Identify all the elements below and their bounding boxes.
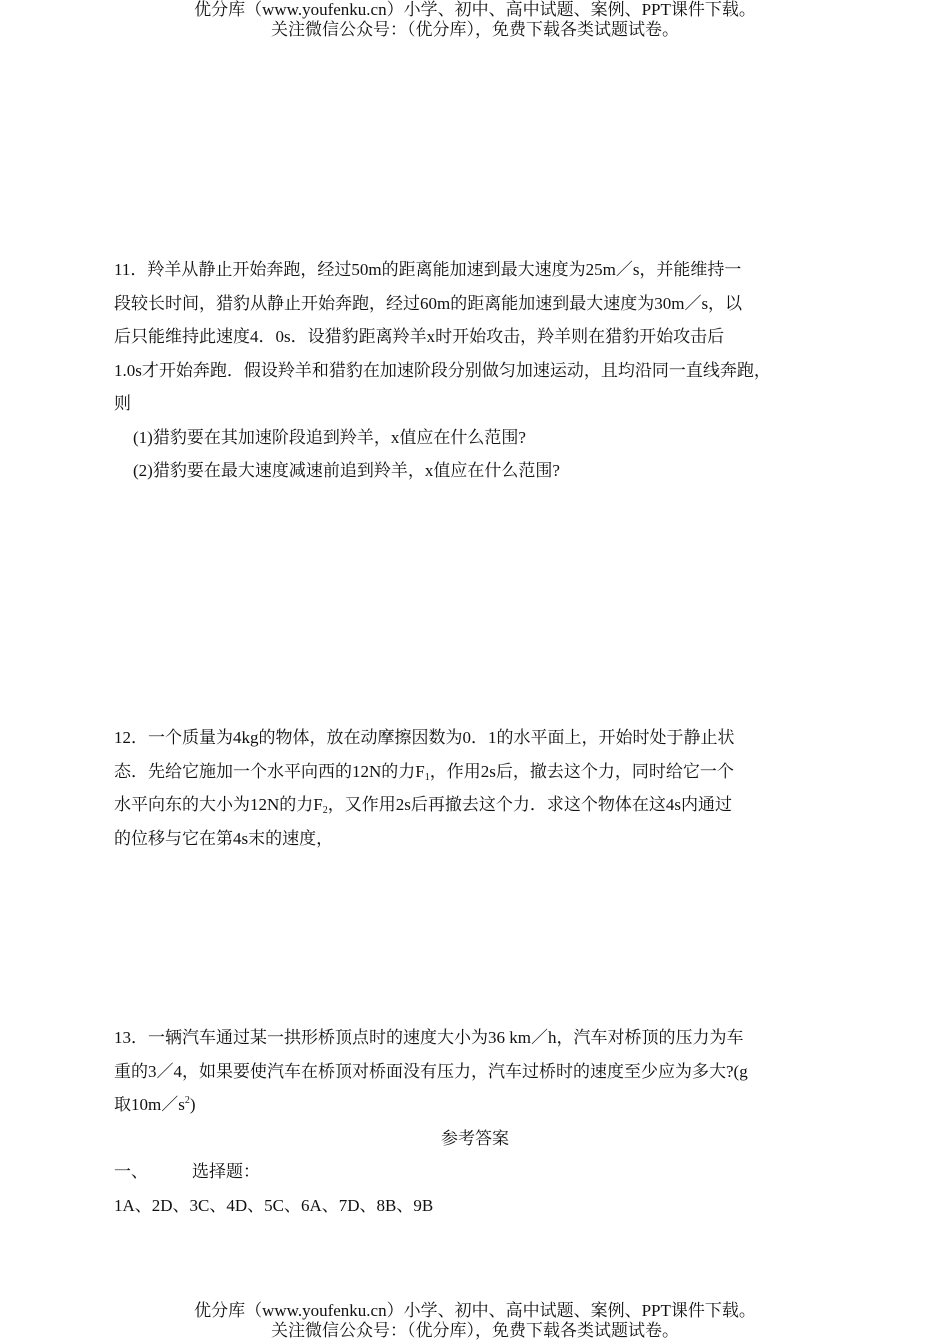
answers-choices: 1A、2D、3C、4D、5C、6A、7D、8B、9B bbox=[114, 1195, 434, 1215]
question-11 bbox=[114, 253, 854, 488]
page-header bbox=[0, 0, 950, 40]
q12-line-2 bbox=[114, 755, 854, 789]
page-footer bbox=[0, 1301, 950, 1341]
question-12 bbox=[114, 721, 854, 855]
q12-line-4: 的位移与它在第4s末的速度， bbox=[114, 828, 334, 848]
q12-line-3-text-b: ，又作用2s后再撤去这个力．求这个物体在这4s内通过 bbox=[327, 795, 732, 814]
q13-line-3-text-a: 取10m／s bbox=[114, 1095, 185, 1114]
footer-line-1: 优分库（www.youfenku.cn）小学、初中、高中试题、案例、PPT课件下载。 bbox=[194, 1301, 756, 1320]
q13-exponent: 2 bbox=[184, 1095, 190, 1106]
header-line-2: 关注微信公众号：（优分库），免费下载各类试题试卷。 bbox=[271, 20, 679, 39]
q12-force-subscript-2: 2 bbox=[322, 805, 328, 816]
q11-line-2: 段较长时间，猎豹从静止开始奔跑，经过60m的距离能加速到最大速度为30m／s，以 bbox=[114, 293, 743, 313]
q12-line-2-text-a: 态．先给它施加一个水平向西的12N的力F bbox=[114, 761, 425, 781]
q12-line-1: 12．一个质量为4kg的物体，放在动摩擦因数为0．1的水平面上，开始时处于静止状 bbox=[114, 728, 735, 747]
answers-title: 参考答案 bbox=[441, 1129, 509, 1148]
question-13 bbox=[114, 1021, 854, 1122]
q11-line-5: 则 bbox=[114, 394, 131, 413]
q13-line-3 bbox=[114, 1088, 854, 1122]
q13-line-3-text-b: ) bbox=[189, 1095, 196, 1114]
q13-line-1: 13．一辆汽车通过某一拱形桥顶点时的速度大小为36 km／h，汽车对桥顶的压力为车 bbox=[114, 1028, 744, 1047]
q11-line-4: 1.0s才开始奔跑．假设羚羊和猎豹在加速阶段分别做匀加速运动，且均沿同一直线奔跑， bbox=[114, 360, 771, 380]
q12-line-3 bbox=[114, 788, 854, 822]
q12-line-3-text-a: 水平向东的大小为12N的力F bbox=[114, 795, 323, 814]
header-line-1: 优分库（www.youfenku.cn）小学、初中、高中试题、案例、PPT课件下载。 bbox=[194, 0, 756, 19]
answers-section-label: 选择题： bbox=[192, 1162, 260, 1181]
answers-section bbox=[114, 1155, 854, 1222]
q12-force-subscript-1: 1 bbox=[424, 771, 430, 783]
footer-line-2: 关注微信公众号：（优分库），免费下载各类试题试卷。 bbox=[271, 1321, 679, 1340]
answers-section-number: 一、 bbox=[114, 1162, 148, 1181]
q11-subquestion-2: (2)猎豹要在最大速度减速前追到羚羊，x值应在什么范围? bbox=[133, 461, 560, 480]
q12-line-2-text-b: ，作用2s后，撤去这个力，同时给它一个 bbox=[429, 761, 734, 781]
q11-line-1: 11．羚羊从静止开始奔跑，经过50m的距离能加速到最大速度为25m／s，并能维持一 bbox=[114, 260, 742, 279]
q11-line-3: 后只能维持此速度4．0s．设猎豹距离羚羊x时开始攻击，羚羊则在猎豹开始攻击后 bbox=[114, 327, 725, 346]
q11-subquestion-1: (1)猎豹要在其加速阶段追到羚羊，x值应在什么范围? bbox=[133, 427, 526, 447]
answers-section-heading bbox=[114, 1155, 854, 1189]
q13-line-2: 重的3／4，如果要使汽车在桥顶对桥面没有压力，汽车过桥时的速度至少应为多大?(g bbox=[114, 1061, 748, 1081]
